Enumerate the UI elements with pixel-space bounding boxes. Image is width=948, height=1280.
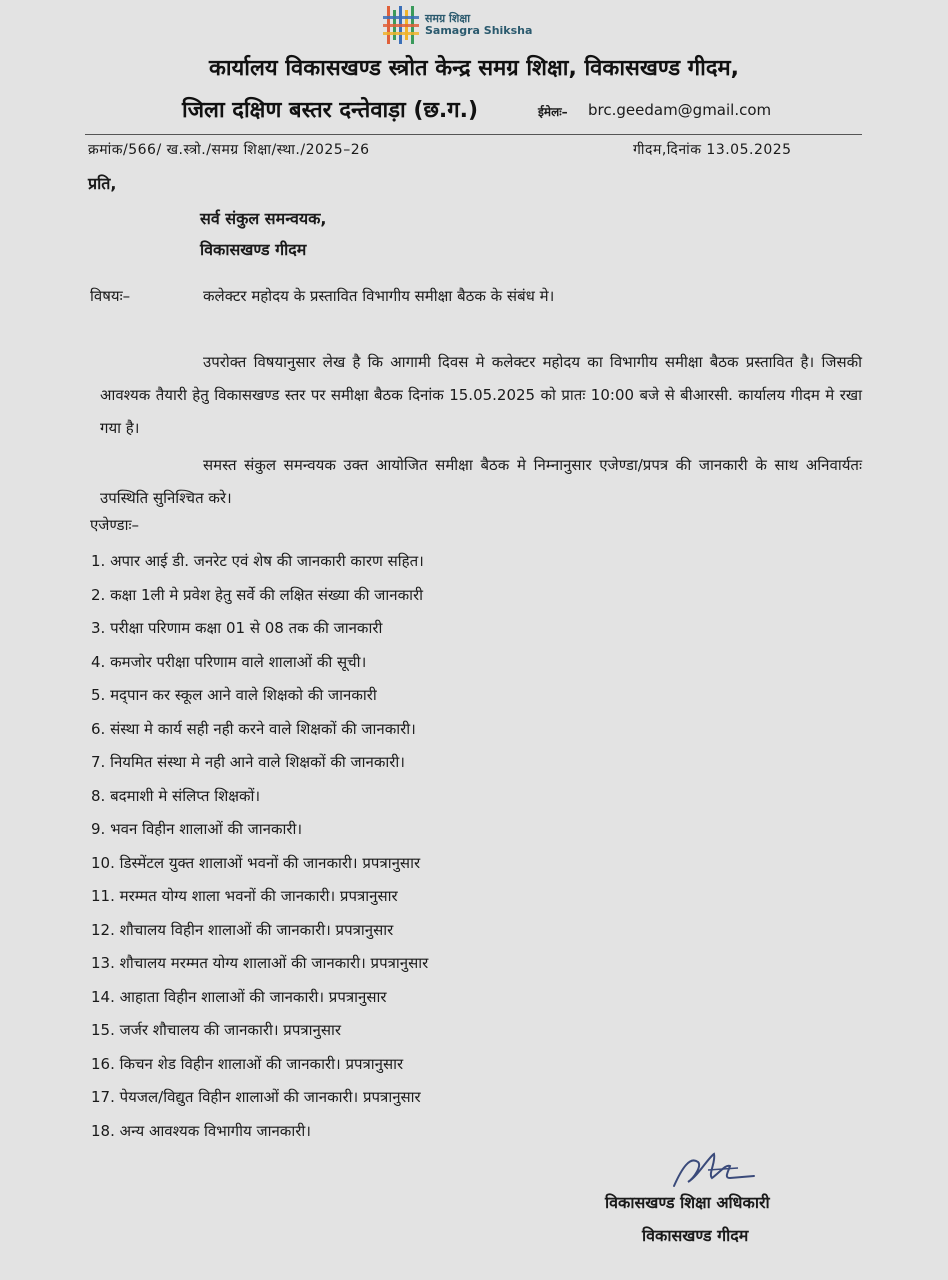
agenda-item: 1. अपार आई डी. जनरेट एवं शेष की जानकारी कारण सहित। bbox=[91, 552, 424, 570]
agenda-list bbox=[91, 545, 428, 1148]
addressee-line1: सर्व संकुल समन्वयक, bbox=[200, 209, 327, 228]
agenda-label: एजेण्डाः– bbox=[90, 516, 139, 534]
logo-english-text: Samagra Shiksha bbox=[425, 24, 533, 37]
body-paragraph-2: समस्त संकुल समन्वयक उक्त आयोजित समीक्षा बैठक मे निम्नानुसार एजेण्डा/प्रपत्र की जानकारी के साथ अनिवार्यतः उपस्थिति सुनिश्चित करे। bbox=[100, 456, 862, 507]
subject-text: कलेक्टर महोदय के प्रस्तावित विभागीय समीक्षा बैठक के संबंध मे। bbox=[203, 287, 555, 305]
office-title-line1: कार्यालय विकासखण्ड स्त्रोत केन्द्र समग्र शिक्षा, विकासखण्ड गीदम, bbox=[208, 56, 740, 81]
logo-hindi-text: समग्र शिक्षा bbox=[425, 11, 471, 25]
agenda-item: 12. शौचालय विहीन शालाओं की जानकारी। प्रपत्रानुसार bbox=[91, 920, 394, 939]
agenda-item: 8. बदमाशी मे संलिप्त शिक्षकों। bbox=[91, 786, 261, 805]
agenda-item: 6. संस्था मे कार्य सही नही करने वाले शिक्षकों की जानकारी। bbox=[91, 719, 416, 738]
agenda-item: 18. अन्य आवश्यक विभागीय जानकारी। bbox=[91, 1121, 311, 1140]
agenda-item: 13. शौचालय मरम्मत योग्य शालाओं की जानकारी। प्रपत्रानुसार bbox=[91, 954, 429, 972]
agenda-item: 5. मद्पान कर स्कूल आने वाले शिक्षको की जानकारी bbox=[91, 686, 377, 704]
subject-label: विषयः– bbox=[90, 287, 131, 305]
agenda-item: 16. किचन शेड विहीन शालाओं की जानकारी। प्रपत्रानुसार bbox=[91, 1054, 404, 1073]
samagra-shiksha-logo bbox=[383, 4, 532, 46]
agenda-item: 10. डिस्मेंटल युक्त शालाओं भवनों की जानकारी। प्रपत्रानुसार bbox=[91, 853, 421, 872]
agenda-item: 3. परीक्षा परिणाम कक्षा 01 से 08 तक की जानकारी bbox=[91, 619, 383, 637]
place-date: गीदम,दिनांक 13.05.2025 bbox=[633, 142, 792, 158]
header-divider bbox=[85, 134, 862, 135]
agenda-item: 15. जर्जर शौचालय की जानकारी। प्रपत्रानुसार bbox=[91, 1021, 342, 1039]
agenda-item: 17. पेयजल/विद्युत विहीन शालाओं की जानकारी। प्रपत्रानुसार bbox=[91, 1088, 421, 1106]
agenda-item: 9. भवन विहीन शालाओं की जानकारी। bbox=[91, 820, 303, 838]
office-title-line2: जिला दक्षिण बस्तर दन्तेवाड़ा (छ.ग.) bbox=[182, 98, 479, 123]
addressee-line2: विकासखण्ड गीदम bbox=[200, 240, 307, 259]
agenda-item: 7. नियमित संस्था मे नही आने वाले शिक्षकों की जानकारी। bbox=[91, 753, 405, 771]
addressee-prati: प्रति, bbox=[88, 174, 117, 193]
signature-mark bbox=[668, 1148, 758, 1192]
email-label: ईमेलः– bbox=[538, 105, 568, 119]
agenda-item: 11. मरम्मत योग्य शाला भवनों की जानकारी। प्रपत्रानुसार bbox=[91, 887, 398, 905]
agenda-item: 14. आहाता विहीन शालाओं की जानकारी। प्रपत्रानुसार bbox=[91, 987, 387, 1006]
email-address: brc.geedam@gmail.com bbox=[588, 101, 772, 119]
body-paragraph-1: उपरोक्त विषयानुसार लेख है कि आगामी दिवस मे कलेक्टर महोदय का विभागीय समीक्षा बैठक प्रस्तावित है। जिसकी आवश्यक तैयारी हेतु विकासखण्ड स्तर पर समीक्षा बैठक दिनांक 15.05.2025 को प्रातः 10:00 बजे से बीआरसी. कार्यालय गीदम मे रखा गया है। bbox=[100, 353, 862, 437]
signatory-place: विकासखण्ड गीदम bbox=[642, 1226, 749, 1245]
samagra-logo-icon bbox=[383, 4, 419, 46]
agenda-item: 2. कक्षा 1ली मे प्रवेश हेतु सर्वे की लक्षित संख्या की जानकारी bbox=[91, 585, 423, 604]
agenda-item: 4. कमजोर परीक्षा परिणाम वाले शालाओं की सूची। bbox=[91, 652, 367, 671]
reference-number: क्रमांक/566/ ख.स्त्रो./समग्र शिक्षा/स्था./2025–26 bbox=[88, 142, 370, 158]
signatory-title: विकासखण्ड शिक्षा अधिकारी bbox=[605, 1193, 770, 1212]
